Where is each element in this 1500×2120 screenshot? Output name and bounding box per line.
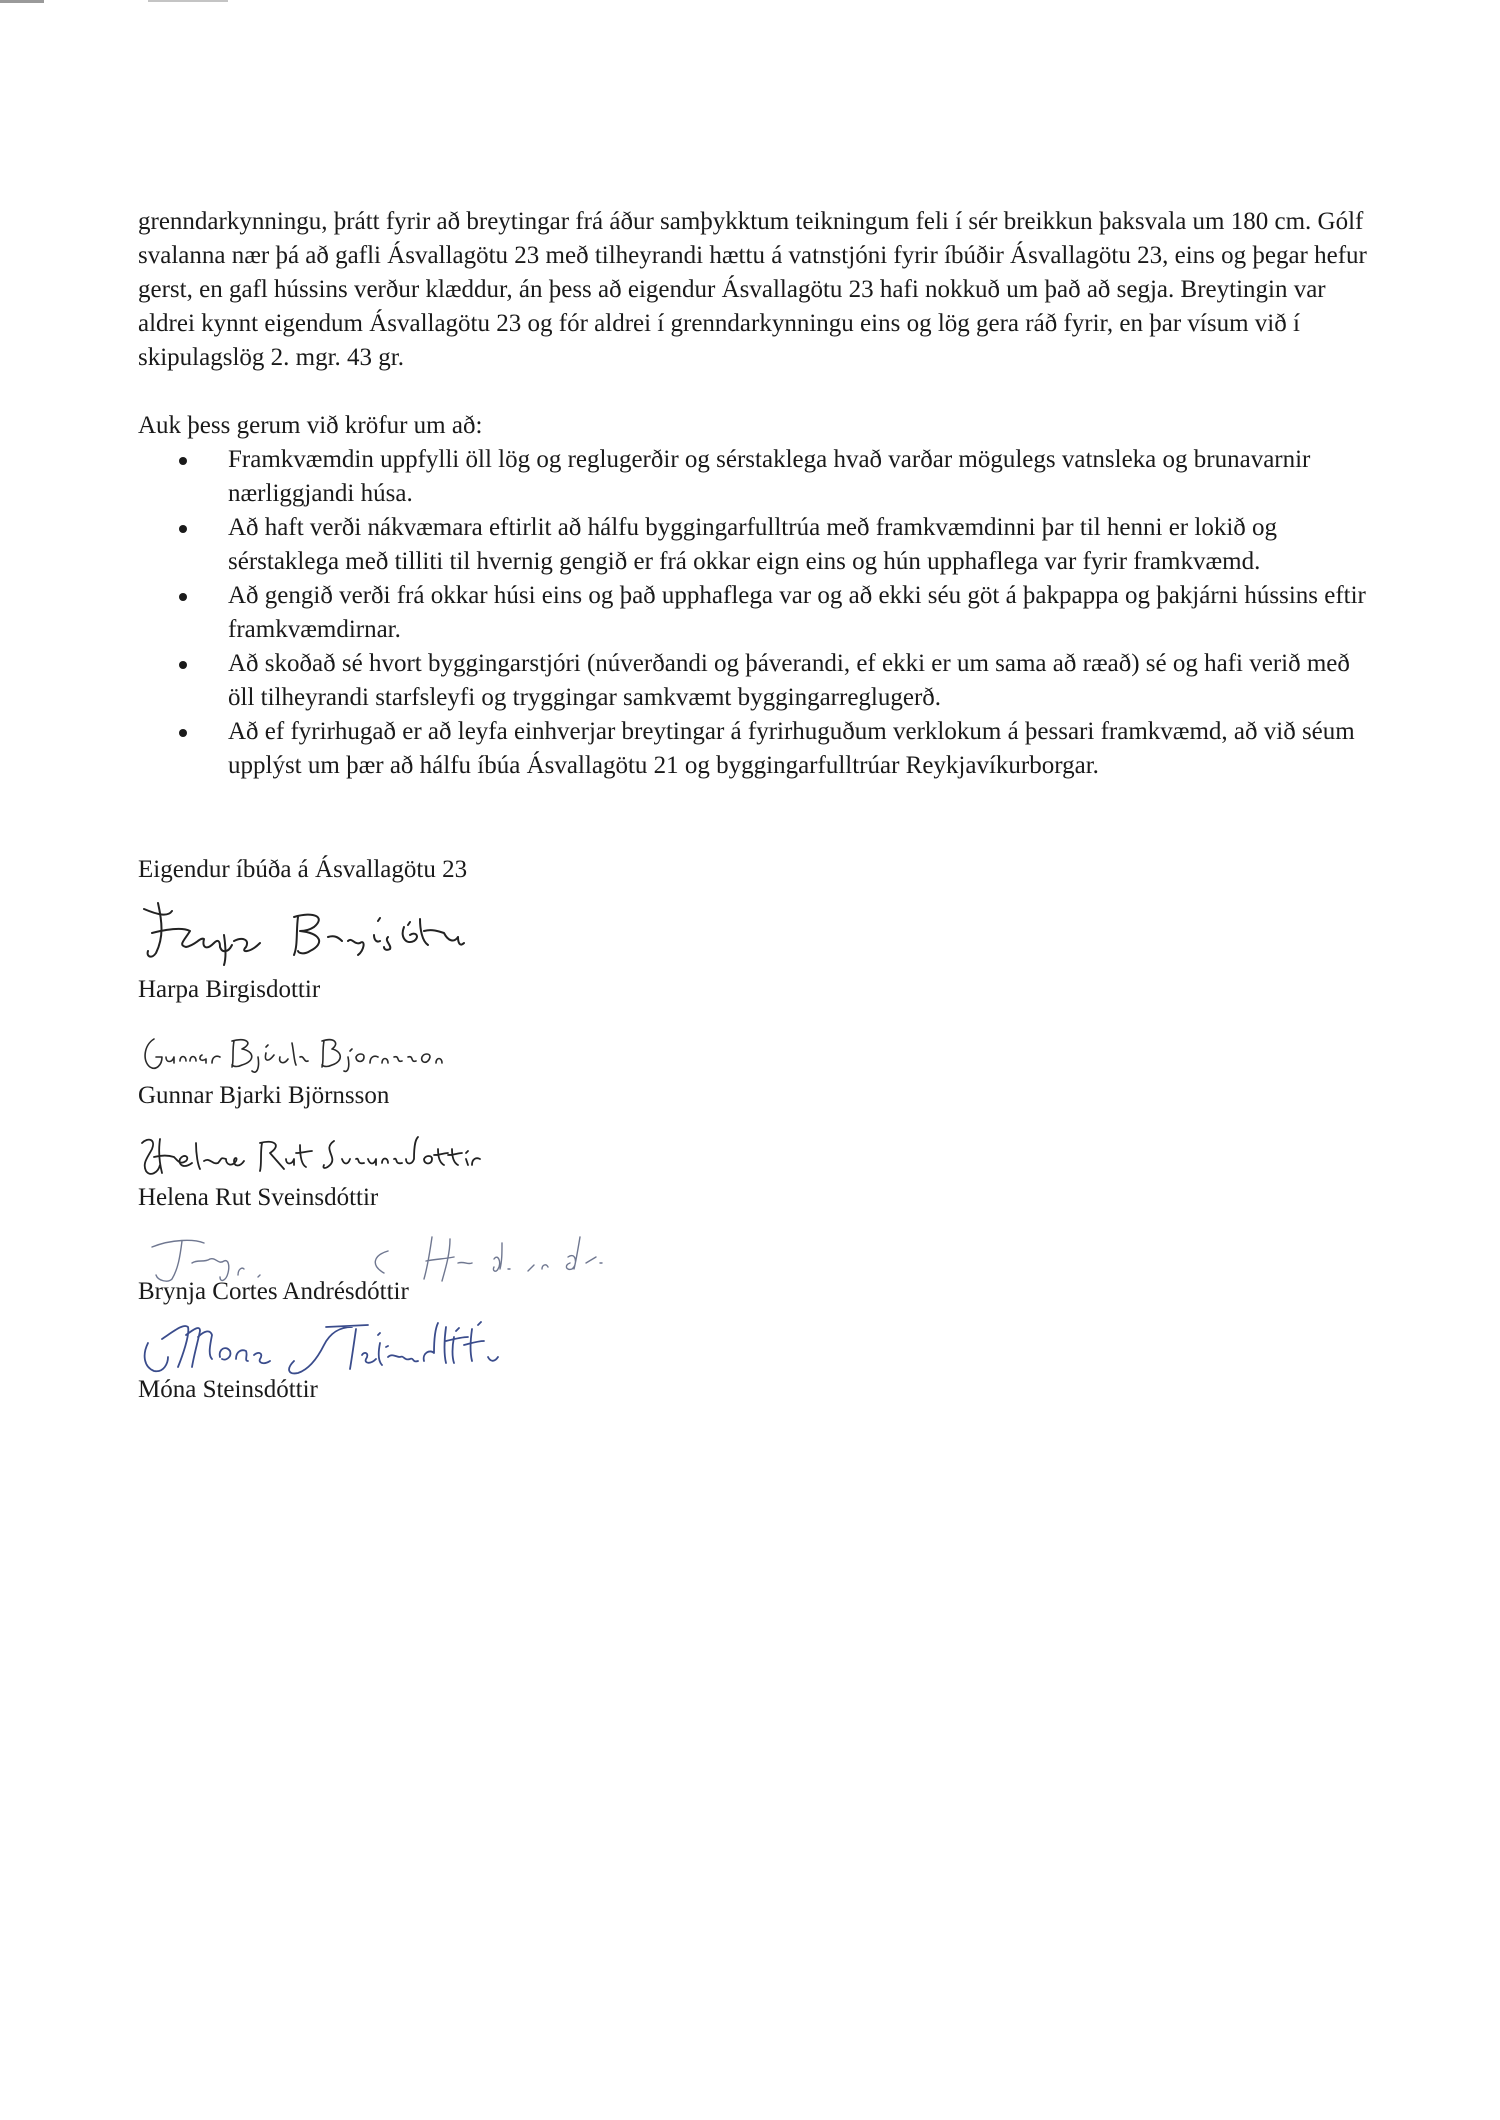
signature-mona	[138, 1317, 558, 1379]
owners-heading: Eigendur íbúða á Ásvallagötu 23	[138, 856, 468, 883]
demand-item: Framkvæmdin uppfylli öll lög og reglugerðir og sérstaklega hvað varðar mögulegs vatnsleka og brunavarnir nærliggjandi húsa.	[138, 443, 1370, 511]
demand-item: Að gengið verði frá okkar húsi eins og það upphaflega var og að ekki séu göt á þakpappa og þakjárni hússins eftir framkvæmdirnar.	[138, 579, 1370, 647]
signatory-block	[138, 1229, 1370, 1309]
scan-edge-mark-left	[0, 0, 44, 3]
demand-item: Að skoðað sé hvort byggingarstjóri (núverðandi og þáverandi, ef ekki er um sama að ræað) sé og hafi verið með öll tilheyrandi starfsleyfi og tryggingar samkvæmt byggingarreglugerð.	[138, 647, 1370, 715]
demands-intro: Auk þess gerum við kröfur um að:	[138, 412, 483, 439]
bullet-icon	[179, 661, 187, 669]
signatory-name: Helena Rut Sveinsdóttir	[138, 1184, 379, 1211]
bullet-icon	[179, 593, 187, 601]
signatory-name: Brynja Cortes Andrésdóttir	[138, 1278, 409, 1305]
demand-item: Að haft verði nákvæmara eftirlit að hálfu byggingarfulltrúa með framkvæmdinni þar til henni er lokið og sérstaklega með tilliti til hvernig gengið er frá okkar eign eins og hún upphaflega var fyrir framkvæmd.	[138, 511, 1370, 579]
signatory-block	[138, 1027, 1370, 1113]
bullet-icon	[179, 457, 187, 465]
signatory-name: Gunnar Bjarki Björnsson	[138, 1082, 390, 1109]
signatory-name: Móna Steinsdóttir	[138, 1376, 318, 1403]
bullet-icon	[179, 525, 187, 533]
signature-gunnar	[138, 1027, 558, 1079]
body-paragraph: grenndarkynningu, þrátt fyrir að breytingar frá áður samþykktum teikningum feli í sér breikkun þaksvala um 180 cm. Gólf svalanna nær þá að gafli Ásvallagötu 23 með tilheyrandi hættu á vatnstjóni fyrir íbúðir Ásvallagötu 23, eins og þegar hefur gerst, en gafl hússins verður klæddur, án þess að eigendur Ásvallagötu 23 hafi nokkuð um það að segja. Breytingin var aldrei kynnt eigendum Ásvallagötu 23 og fór aldrei í grenndarkynningu eins og lög gera ráð fyrir, en þar vísum við í skipulagslög 2. mgr. 43 gr.	[138, 208, 1367, 371]
signature-helena	[138, 1129, 558, 1185]
letter-page	[138, 205, 1370, 1407]
scan-edge-mark-center	[148, 0, 228, 2]
signature-harpa	[138, 897, 558, 967]
demand-item: Að ef fyrirhugað er að leyfa einhverjar breytingar á fyrirhuguðum verklokum á þessari framkvæmd, að við séum upplýst um þær að hálfu íbúa Ásvallagötu 21 og byggingarfulltrúar Reykjavíkurborgar.	[138, 715, 1370, 783]
signatory-name: Harpa Birgisdottir	[138, 976, 321, 1003]
demands-list	[138, 443, 1370, 783]
signatory-block	[138, 1129, 1370, 1215]
bullet-icon	[179, 729, 187, 737]
signatory-block	[138, 897, 1370, 1007]
signatory-block	[138, 1317, 1370, 1407]
